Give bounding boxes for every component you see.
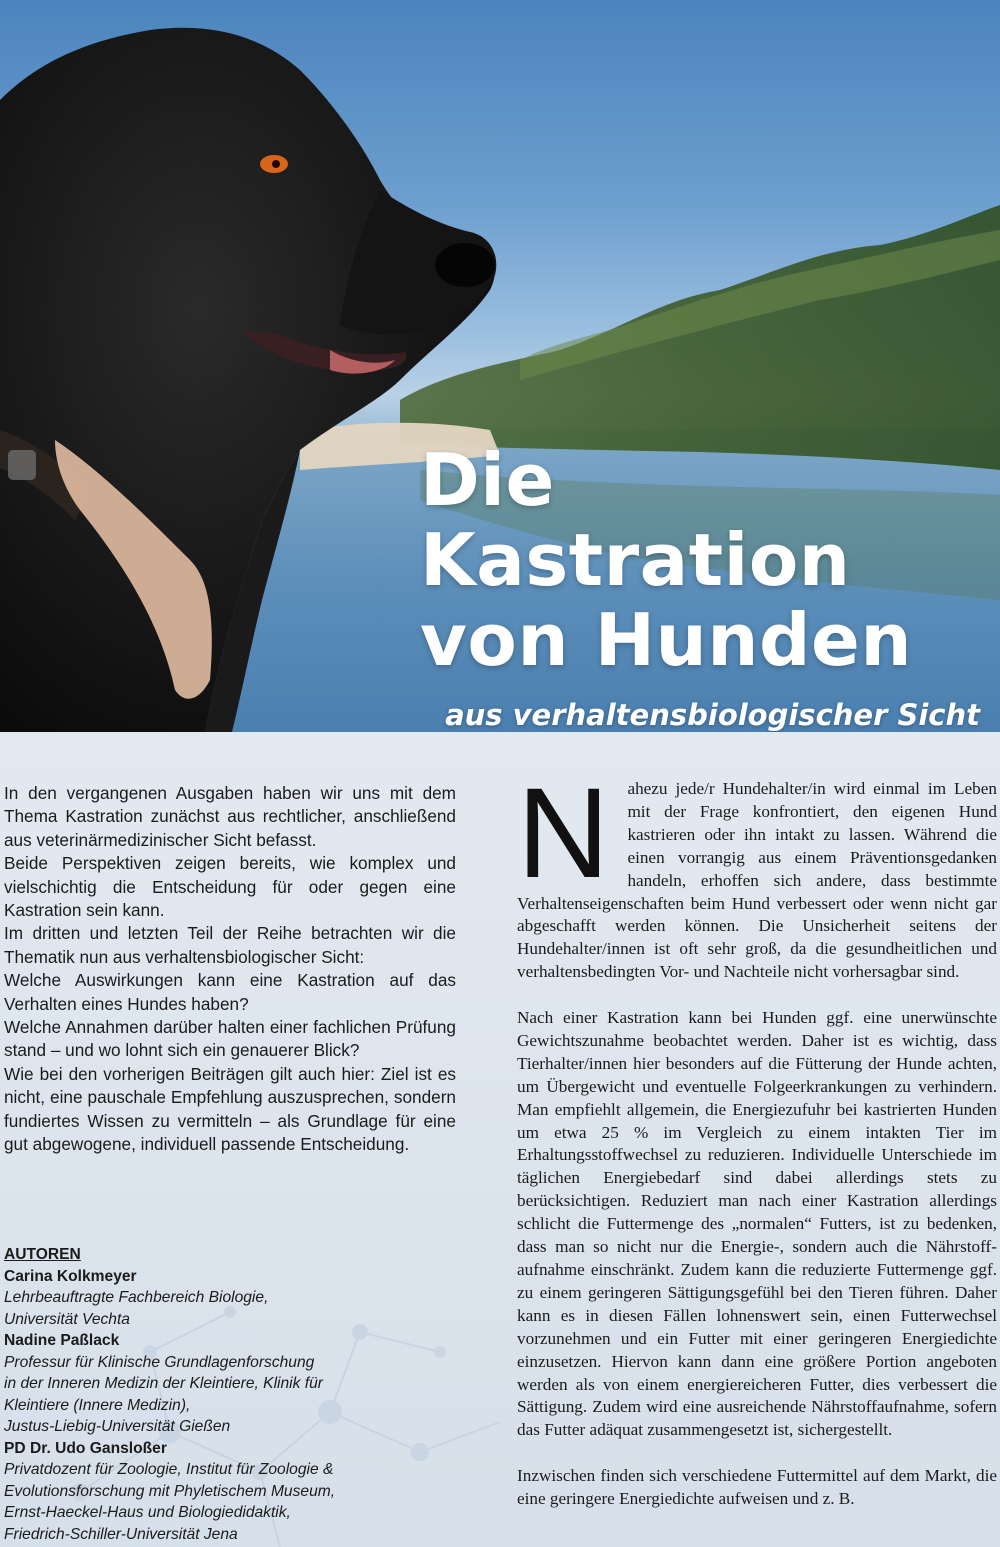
intro-paragraph: Welche Annahmen darüber halten einer fachlichen Prüfung stand – und wo lohnt sich ein genauerer Blick?: [4, 1017, 456, 1061]
author-affiliation: Evolutionsforschung mit Phyletischem Museum,: [4, 1482, 336, 1500]
intro-paragraph: Welche Auswirkungen kann eine Kastration auf das Verhalten eines Hundes haben?: [4, 970, 456, 1014]
body-paragraph-2: Nach einer Kastration kann bei Hunden ggf. eine unerwünschte Gewichtszunahme beobachtet werden. Daher ist es wichtig, dass Tierhalter/innen hier besonders auf die Fütterung der Hunde achten, um Übergewicht und eventuelle Folgeerkrankungen zu verhindern. Man empfiehlt allgemein, die Energiezufuhr bei kastrierten Hunden um etwa 25 % im Vergleich zu einem intakten Tier im Erhaltungsstoffwechsel zu reduzieren. Individuelle Unterschiede im täglichen Energiebedarf sind dabei allerdings stets zu berücksichtigen. Reduziert man nach einer Kastration allerdings schlicht die Futtermenge des „normalen“ Futters, ist zu bedenken, dass man so nicht nur die Energie-, sondern auch die Nährstoffaufnahme einschränkt. Zudem kann die reduzierte Futtermenge ggf. zu einem geringeren Sättigungsgefühl bei den Tieren führen. Daher kann es in diesen Fällen lohnenswert sein, einen Futterwechsel vorzunehmen und ein Futter mit einer geringeren Energiedichte einzusetzen. Hiervon kann dann eine größere Portion angeboten werden als von einem energiereicheren Futter, dies verbessert die Sättigung. Zudem wird eine ausreichende Nährstoffaufnahme, sofern das Futter adäquat zusammengesetzt ist, sichergestellt.: [517, 1008, 997, 1440]
title-block: [420, 440, 980, 778]
body-text-column: [517, 762, 997, 1534]
hero-photo: [0, 0, 1000, 732]
article-title-line-2: von Hunden: [420, 598, 913, 682]
author-affiliation: Lehrbeauftragte Fachbereich Biologie,: [4, 1289, 269, 1306]
author-affiliation: Professur für Klinische Grundlagenforschung: [4, 1353, 315, 1371]
intro-text: [4, 782, 456, 1157]
author-affiliation: Privatdozent für Zoologie, Institut für Zoologie &: [4, 1461, 334, 1478]
author-affiliation: Kleintiere (Innere Medizin),: [4, 1396, 191, 1414]
author-affiliation: in der Inneren Medizin der Kleintiere, Klinik für: [4, 1375, 323, 1392]
intro-paragraph: In den vergangenen Ausgaben haben wir uns mit dem Thema Kastration zunächst aus rechtlicher, anschließend aus veterinärmedizinischer Sicht befasst.: [4, 783, 456, 850]
article-subtitle-line-1: aus verhaltensbiologischer Sicht: [445, 698, 980, 732]
author-affiliation: Ernst-Haeckel-Haus und Biologiedidaktik,: [4, 1504, 291, 1521]
body-paragraph-3: Inzwischen finden sich verschiedene Futtermittel auf dem Markt, die eine geringere Energiedichte aufweisen und z. B.: [517, 1466, 997, 1509]
intro-paragraph: Wie bei den vorherigen Beiträgen gilt auch hier: Ziel ist es nicht, eine pauschale Empfehlung auszusprechen, sondern fundiertes Wissen zu vermitteln – als Grundlage für eine gut abgewogene, individuell passende Entscheidung.: [4, 1063, 456, 1155]
dog-nose: [435, 243, 495, 287]
author-name: PD Dr. Udo Gansloßer: [4, 1439, 167, 1457]
drop-cap: N: [517, 762, 610, 905]
authors-heading: AUTOREN: [4, 1246, 81, 1263]
author-affiliation: Universität Vechta: [4, 1310, 130, 1328]
author-name: Carina Kolkmeyer: [4, 1267, 137, 1285]
body-paragraph-1-text: ahezu jede/r Hundehalter/in wird einmal im Leben mit der Frage konfrontiert, den eigenen Hund kastrieren oder ihn intakt zu lassen. Während die einen vorrangig aus einem Präventionsgedanken handeln, erhoffen sich andere, dass bestimmte Verhaltenseigenschaften beim Hund verbessert oder wenn nicht gar abgeschafft werden können. Die Unsicherheit seitens der Hundehalter/innen ist oft sehr groß, da die gesundheitlichen und verhaltensbedingten Vor- und Nachteile nicht vorhersagbar sind.: [517, 779, 997, 982]
authors-box: [4, 1244, 456, 1545]
intro-paragraph: Im dritten und letzten Teil der Reihe betrachten wir die Thematik nun aus verhaltensbiologischer Sicht:: [4, 923, 456, 967]
author-affiliation: Friedrich-Schiller-Universität Jena: [4, 1525, 238, 1543]
author-name: Nadine Paßlack: [4, 1332, 120, 1349]
author-affiliation: Justus-Liebig-Universität Gießen: [4, 1418, 231, 1435]
intro-paragraph: Beide Perspektiven zeigen bereits, wie komplex und vielschichtig die Entscheidung für oder gegen eine Kastration sein kann.: [4, 853, 456, 921]
article-body-area: [0, 732, 1000, 1547]
body-paragraph-1: [517, 762, 997, 984]
article-title-line-1: Die Kastration: [420, 438, 851, 602]
